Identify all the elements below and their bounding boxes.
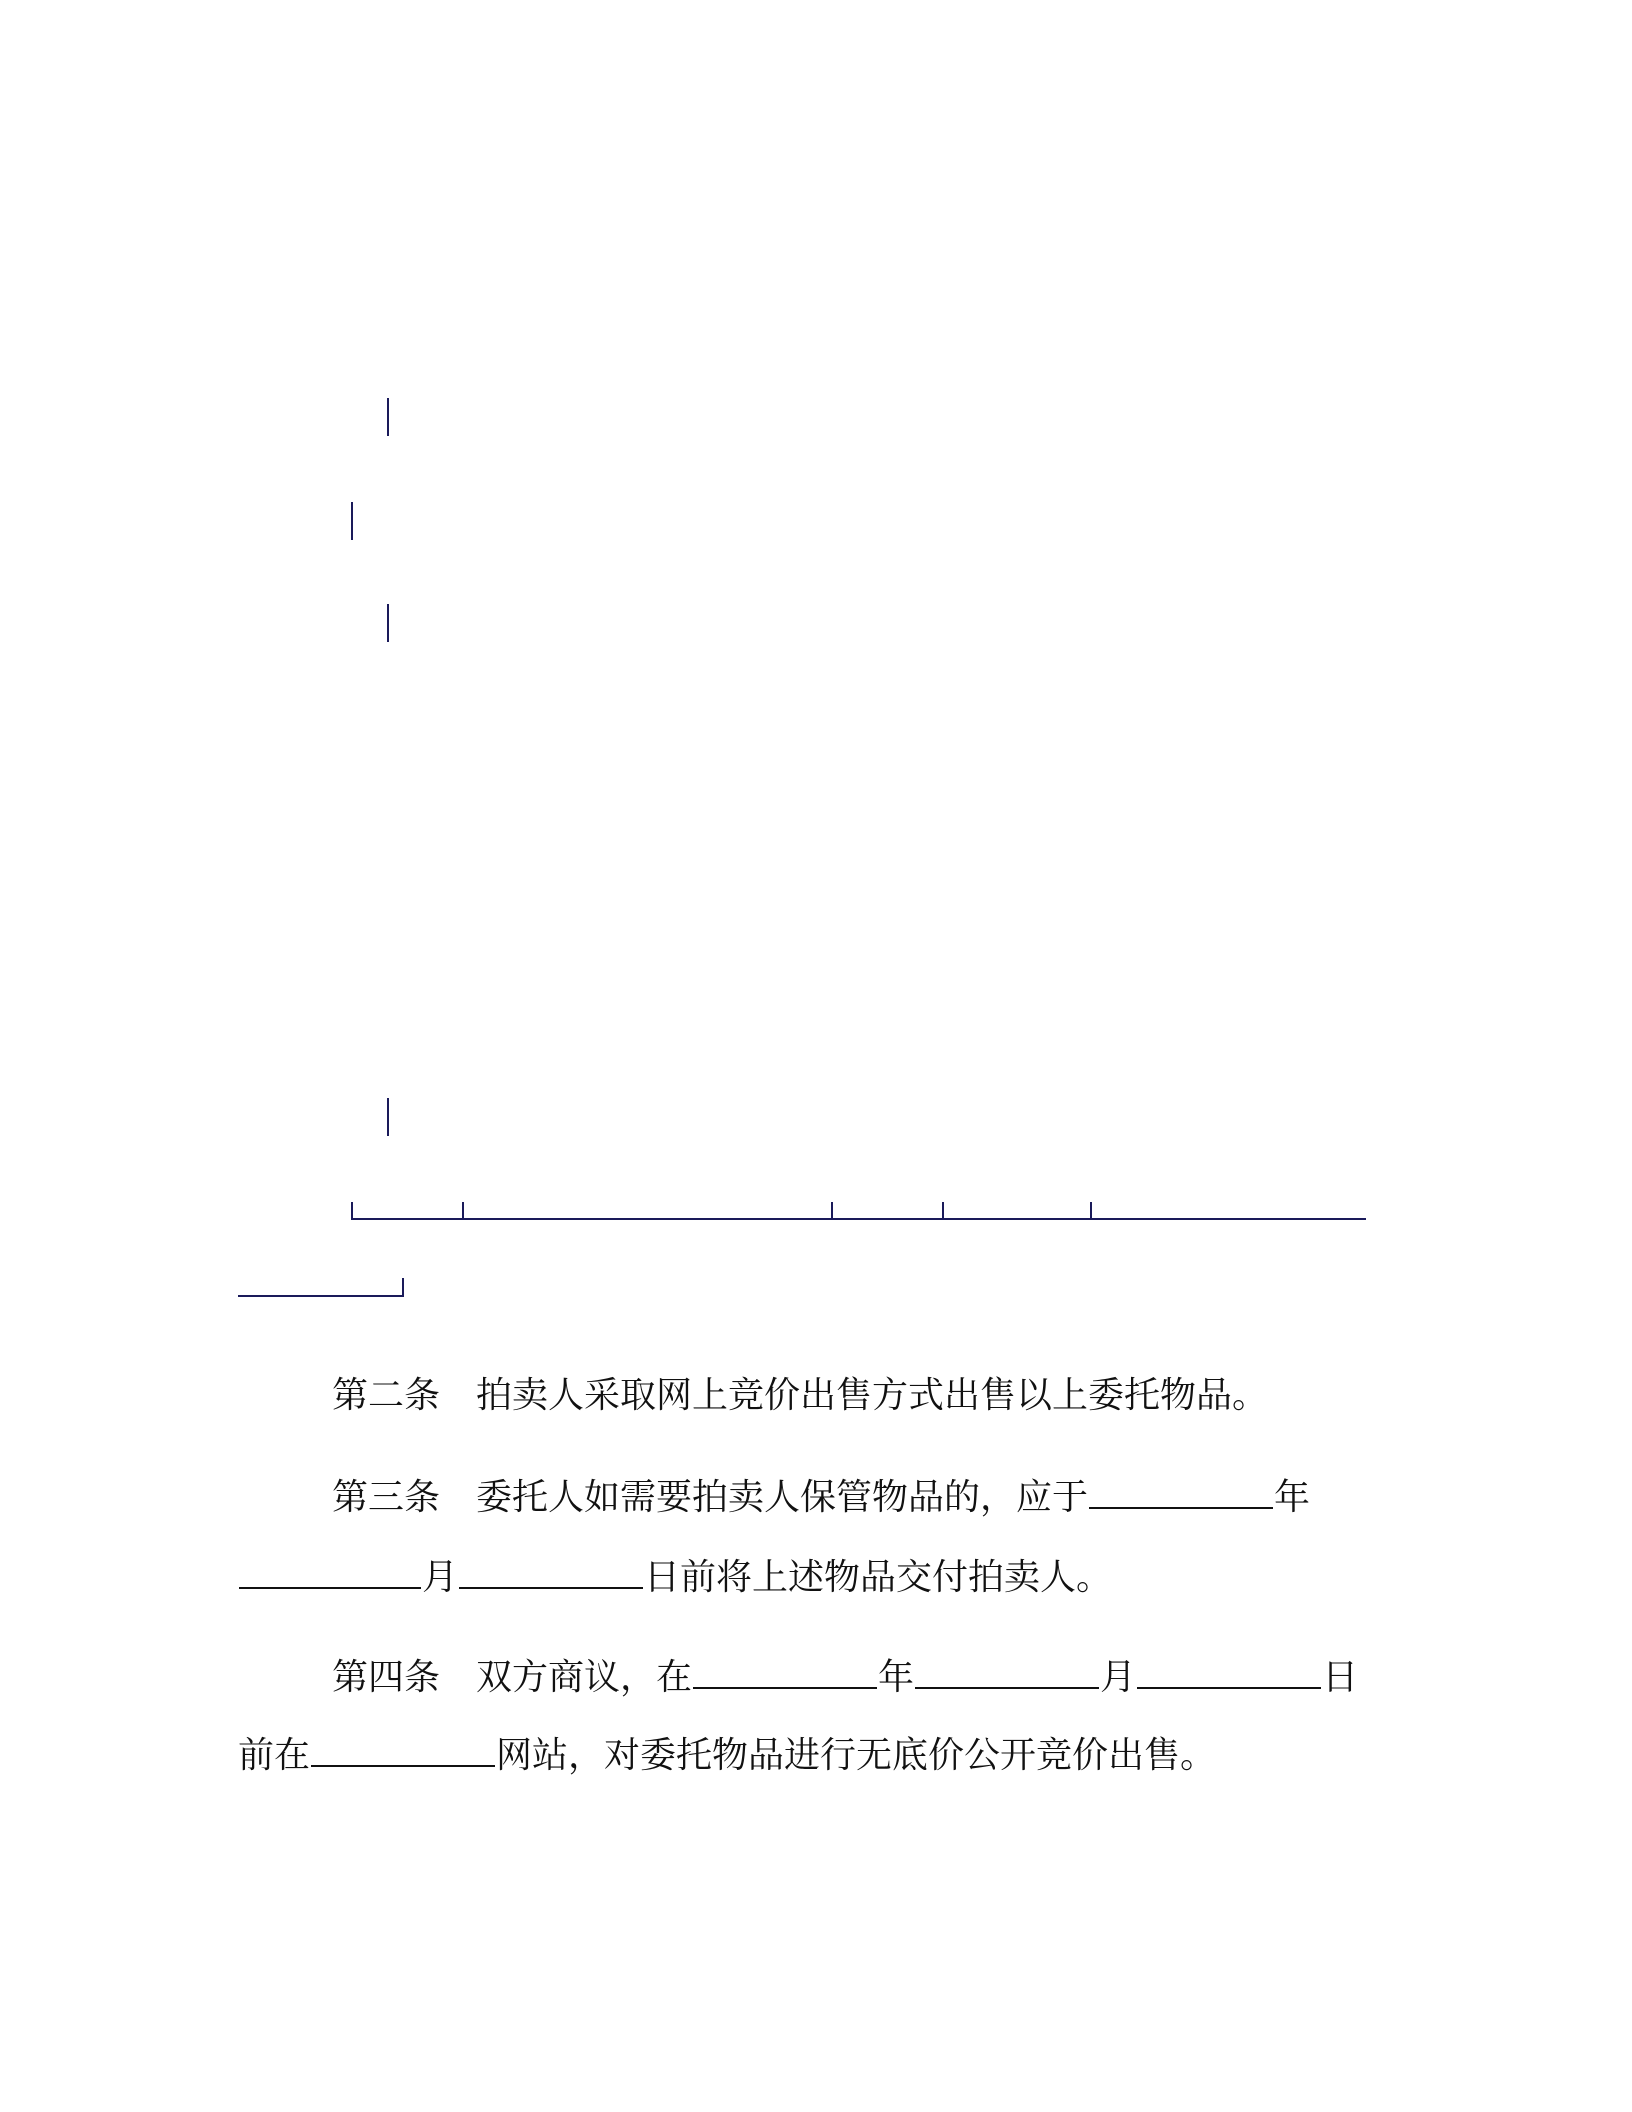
table-bottom-border xyxy=(238,1295,404,1297)
blank-field-year[interactable] xyxy=(693,1686,877,1689)
blank-field-year[interactable] xyxy=(1089,1506,1273,1509)
clause-2-text: 拍卖人采取网上竞价出售方式出售以上委托物品。 xyxy=(476,1375,1269,1416)
clause-2-number: 第二条 xyxy=(332,1375,441,1416)
table-column-tick xyxy=(1090,1202,1092,1220)
table-border-segment xyxy=(387,398,389,436)
clause-3-text: 年 xyxy=(1274,1477,1311,1518)
clause-3-text: 日前将上述物品交付拍卖人。 xyxy=(644,1557,1113,1598)
table-column-tick xyxy=(942,1202,944,1220)
blank-field-month[interactable] xyxy=(915,1686,1099,1689)
clause-4-line-2 xyxy=(238,1735,1217,1776)
table-border-segment xyxy=(351,502,353,540)
clause-4-text: 前在 xyxy=(238,1735,311,1776)
table-column-tick xyxy=(402,1278,404,1297)
clause-4-text: 月 xyxy=(1100,1657,1137,1698)
table-column-tick xyxy=(831,1202,833,1220)
clause-4-line-1 xyxy=(332,1657,1359,1698)
blank-field-day[interactable] xyxy=(459,1586,643,1589)
clause-3-line-1 xyxy=(332,1477,1311,1518)
clause-4-text: 日 xyxy=(1322,1657,1359,1698)
clause-4-text: 双方商议，在 xyxy=(476,1657,693,1698)
clause-2 xyxy=(332,1375,1269,1416)
table-column-tick xyxy=(462,1202,464,1220)
clause-4-text: 年 xyxy=(878,1657,915,1698)
clause-4-number: 第四条 xyxy=(332,1657,441,1698)
blank-field-month-prefix[interactable] xyxy=(239,1586,421,1589)
blank-field-day[interactable] xyxy=(1137,1686,1321,1689)
clause-3-line-2 xyxy=(238,1557,1113,1598)
blank-field-website[interactable] xyxy=(311,1764,495,1767)
table-bottom-border xyxy=(351,1218,1366,1220)
table-border-segment xyxy=(387,1098,389,1136)
clause-3-text: 月 xyxy=(422,1557,459,1598)
clause-3-text: 委托人如需要拍卖人保管物品的，应于 xyxy=(476,1477,1089,1518)
clause-4-text: 网站，对委托物品进行无底价公开竞价出售。 xyxy=(496,1735,1217,1776)
table-border-segment xyxy=(387,604,389,642)
table-column-tick xyxy=(351,1202,353,1220)
clause-3-number: 第三条 xyxy=(332,1477,441,1518)
